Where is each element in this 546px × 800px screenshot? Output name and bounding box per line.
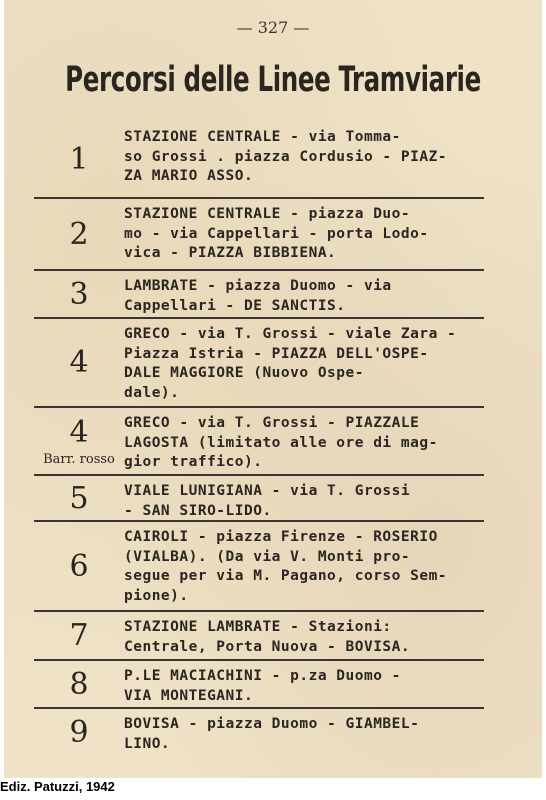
route-item [34, 199, 484, 271]
route-item [34, 612, 484, 661]
route-description: GRECO - via T. Grossi - PIAZZALE LAGOSTA (limitato alle ore di mag- gior traffico). [124, 415, 438, 470]
route-item [34, 408, 484, 476]
route-description: BOVISA - piazza Duomo - GIAMBEL- LINO. [124, 716, 420, 752]
route-description: STAZIONE CENTRALE - piazza Duo- mo - via Cappellari - porta Lodo- vica - PIAZZA BIBBIENA. [124, 206, 429, 261]
route-item [34, 271, 484, 319]
route-item [34, 709, 484, 755]
route-description: VIALE LUNIGIANA - via T. Grossi - SAN SIRO-LIDO. [124, 483, 411, 519]
route-item [34, 661, 484, 709]
route-item [34, 319, 484, 408]
route-number: 8 [69, 666, 89, 702]
route-description: STAZIONE CENTRALE - via Tomma- so Grossi . piazza Cordusio - PIAZ- ZA MARIO ASSO. [124, 129, 448, 184]
route-item [34, 476, 484, 522]
route-item [34, 522, 484, 612]
route-number: 2 [69, 216, 89, 252]
route-number-column [34, 199, 124, 269]
footer-caption: Ediz. Patuzzi, 1942 [0, 779, 115, 794]
route-number: 6 [69, 548, 89, 584]
route-number-column [34, 122, 124, 197]
route-number-column [34, 408, 124, 474]
route-description: LAMBRATE - piazza Duomo - via Cappellari - DE SANCTIS. [124, 278, 392, 314]
page-title: Percorsi delle Linee Tramviarie [65, 60, 481, 100]
route-item [34, 122, 484, 199]
book-page [4, 0, 542, 778]
route-description: P.LE MACIACHINI - p.za Duomo - VIA MONTEGANI. [124, 668, 401, 704]
route-list [34, 122, 484, 755]
route-number-column [34, 661, 124, 707]
route-description: GRECO - via T. Grossi - viale Zara - Piazza Istria - PIAZZA DELL'OSPE- DALE MAGGIORE (Nuovo Ospe- dale). [124, 326, 457, 401]
route-number-column [34, 709, 124, 755]
route-number: 1 [69, 142, 89, 177]
route-number: 4 [69, 415, 89, 450]
route-number-column [34, 319, 124, 406]
route-number-column [34, 522, 124, 610]
route-number-column [34, 476, 124, 520]
route-description: CAIROLI - piazza Firenze - ROSERIO (VIALBA). (Da via V. Monti pro- segue per via M. Pagano, corso Sem- pione). [124, 529, 448, 604]
route-number: 4 [69, 345, 89, 380]
route-number-column [34, 612, 124, 659]
route-number-column [34, 271, 124, 317]
route-number: 9 [69, 714, 89, 750]
route-description: STAZIONE LAMBRATE - Stazioni: Centrale, Porta Nuova - BOVISA. [124, 619, 411, 655]
route-number: 5 [69, 480, 89, 516]
route-number: 7 [69, 618, 89, 653]
route-subnumber: Barr. rosso [43, 452, 115, 467]
route-number: 3 [69, 276, 89, 312]
page-number: — 327 — [236, 18, 310, 37]
